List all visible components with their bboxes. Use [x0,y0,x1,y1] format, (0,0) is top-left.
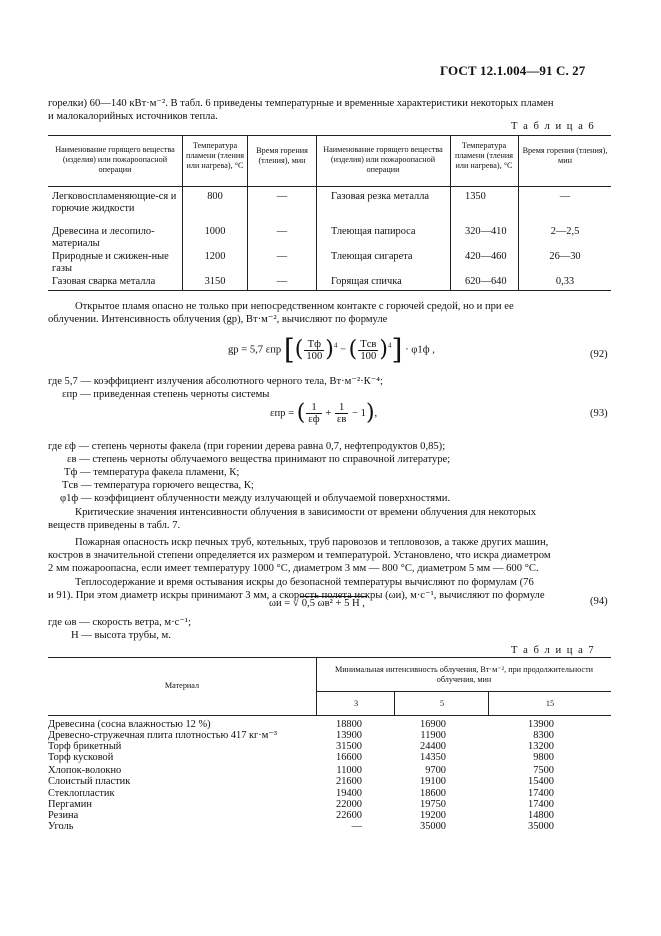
eq93-frac-v: $\frac{1}{\varepsilon в}$ [336,402,347,425]
table7-cell-material: Торф кусковой [48,752,114,763]
where-2-line-1: где εф — степень черноты факела (при горении дерева равна 0,7, нефтепродуктов 0,85); [48,441,446,452]
table6-cell-name1: Газовая сварка металла [52,276,156,287]
table6-cell-name2: Тлеющая папироса [331,226,416,237]
para-sparks-line-2: костров в значительной степени определяется их размером и температурой. Установлено, что искра диаметром [48,550,551,561]
table7-cell-material: Древесина (сосна влажностью 12 %) [48,719,211,730]
eq92-left-paren: ( [348,337,358,362]
table6-cell-temp1: 3150 [204,276,226,287]
eq92-left-paren: ( [294,337,304,362]
table7-cell-v5: 19100 [420,776,446,787]
eq92-minus: − [340,344,346,356]
eq92-power: 4 [333,341,338,350]
table7-cell-v5: 9700 [425,765,446,776]
table7-cell-v5: 19200 [420,810,446,821]
table7-caption: Т а б л и ц а 7 [511,645,596,656]
eq93-right-paren: ) [365,400,375,426]
eq94-radicand: 0,5 ωв² + 5 H , [301,598,365,609]
table6-cell-name1: Древесина и лесопило-материалы [52,226,155,249]
where-2-line-3: Tф — температура факела пламени, К; [64,467,240,478]
eq92-left-bracket: [ [283,333,295,366]
table7-cell-v5: 24400 [420,741,446,752]
table7-cell-v5: 18600 [420,788,446,799]
eq93-lhs: εпр = [270,407,295,419]
table6-cell-temp1: 1000 [204,226,226,237]
intro-line-1: горелки) 60—140 кВт·м⁻². В табл. 6 приведены температурные и временные характеристики некоторых пламен [48,98,554,109]
table6-header-temp: Температура пламени (тления или нагрева), °С [185,141,245,171]
table6-header-time: Время горения (тления), мин [256,146,308,166]
table6-cell-temp1: 1200 [204,251,226,262]
para-heat-line-2: и 91). При этом диаметр искры принимают 3 мм, а скорость полета искры (ωи), м·с⁻¹, вычисляют по формуле [48,590,545,601]
eq92-frac-tsv: $\frac{\text{Tсв}}{100}$ [360,338,377,362]
table6-header-name: Наименование горящего вещества (изделия) или пожароопасной операции [323,145,443,175]
equation-93 [270,402,377,425]
table7-cell-material: Хлопок-волокно [48,765,122,776]
table7-cell-material: Пергамин [48,799,92,810]
table7-header-rule [48,715,611,716]
table6-col-rule [182,135,183,290]
table7-cell-material: Слоистый пластик [48,776,131,787]
table6-cell-time1: — [276,276,288,287]
where-1-line-1: где 5,7 — коэффициент излучения абсолютного черного тела, Вт·м⁻²·К⁻⁴; [48,376,383,387]
table6-header-time: Время горения (тления), мин [522,146,608,166]
eq93-plus: + [325,407,332,419]
table6-bottom-rule [48,290,611,291]
table7-cell-v3: 16600 [336,752,362,763]
eq94-lhs: ωи = [269,598,291,609]
table6-cell-name2: Горящая спичка [331,276,402,287]
table7-cell-v5: 35000 [420,821,446,832]
table6-caption: Т а б л и ц а 6 [511,121,596,132]
table6-header-name: Наименование горящего вещества (изделия) или пожароопасной операции [55,145,175,175]
table7-header-group: Минимальная интенсивность облучения, Вт·м⁻², при продолжительности облучения, мин [334,665,594,685]
eq92-right-paren: ) [325,337,334,362]
where-3-line-2: H — высота трубы, м. [71,630,171,641]
para-sparks-line-3: 2 мм пожароопасна, если имеет температуру 1000 °С, диаметром 3 мм — 800 °С, диаметром 5 мм — 600 °С. [48,563,539,574]
table7-top-rule [48,657,611,658]
eq92-power: 4 [388,341,392,350]
page-header: ГОСТ 12.1.004—91 С. 27 [440,63,586,78]
table7-cell-v3: 11000 [336,765,362,776]
eq94-radical: √ [292,598,299,609]
table7-cell-v5: 14350 [420,752,446,763]
table7-cell-v3: 22600 [336,810,362,821]
table7-cell-material: Уголь [48,821,74,832]
table7-cell-v15: 13900 [528,719,554,730]
eq92-frac-tf: $\frac{Tф}{100}$ [306,338,323,362]
table6-cell-name1: Легковоспламеняющие-ся и горючие жидкости [52,191,177,214]
table7-cell-v15: 7500 [533,765,554,776]
table7-cell-v15: 9800 [533,752,554,763]
table7-cell-v15: 35000 [528,821,554,832]
para-critical-line-2: веществ приведены в табл. 7. [48,520,181,531]
para-sparks-line-1: Пожарная опасность искр печных труб, котельных, труб паровозов и тепловозов, а также других машин, [75,537,549,548]
table6-cell-name1: Природные и сжижен-ные газы [52,251,169,274]
eq93-number: (93) [590,408,608,419]
where-2-line-2: εв — степень черноты облучаемого вещества принимают по справочной литературе; [67,454,451,465]
table6-cell-temp2: 620—640 [465,276,507,287]
eq93-tail: − 1 [352,407,366,419]
eq93-comma: , [374,407,378,419]
table6-cell-name2: Газовая резка металла [331,191,430,202]
table7-cell-material: Резина [48,810,79,821]
where-1-line-2: εпр — приведенная степень черноты системы [62,389,270,400]
para-flame-line-1: Открытое пламя опасно не только при непосредственном контакте с горючей средой, но и при ее [75,301,514,312]
where-2-line-5: φ1ф — коэффициент облученности между излучающей и облучаемой поверхностями. [60,493,451,504]
table7-col-rule [316,657,317,715]
table6-col-rule [450,135,451,290]
table7-cell-v15: 17400 [528,799,554,810]
table7-cell-v3: — [351,821,362,832]
table6-cell-temp2: 1350 [465,191,486,202]
table6-header-temp: Температура пламени (тления или нагрева), °С [454,141,514,171]
where-2-line-4: Tсв — температура горючего вещества, К; [62,480,254,491]
intro-line-2: и малокалорийных источников тепла. [48,111,218,122]
table7-cell-v15: 15400 [528,776,554,787]
table7-col-rule [488,691,489,715]
table7-cell-v3: 13900 [336,730,362,741]
table6-cell-time1: — [276,191,288,202]
eq93-frac-f: $\frac{1}{\varepsilon ф}$ [308,402,320,425]
para-critical-line-1: Критические значения интенсивности облучения в зависимости от времени облучения для некоторых [75,507,537,518]
table7-cell-v15: 14800 [528,810,554,821]
table6-cell-time2: 0,33 [555,276,575,287]
table6-cell-time2: 26—30 [549,251,581,262]
table7-cell-v3: 21600 [336,776,362,787]
table6-col-rule [518,135,519,290]
eq94-number: (94) [590,596,608,607]
table7-header-duration: 15 [545,699,555,708]
table7-cell-v3: 19400 [336,788,362,799]
eq92-number: (92) [590,349,608,360]
table7-cell-material: Торф брикетный [48,741,122,752]
table7-cell-v5: 19750 [420,799,446,810]
table6-col-rule [247,135,248,290]
table7-cell-material: Древесно-стружечная плита плотностью 417 кг·м⁻³ [48,730,277,741]
table6-cell-temp2: 320—410 [465,226,507,237]
table7-cell-material: Стеклопластик [48,788,115,799]
table7-header-duration: 3 [353,699,359,708]
table6-col-rule [316,135,317,290]
para-flame-line-2: облучении. Интенсивность облучения (gp), Вт·м⁻², вычисляют по формуле [48,314,388,325]
table7-header-material: Материал [164,681,200,690]
table7-cell-v5: 16900 [420,719,446,730]
equation-92 [228,333,435,366]
table7-cell-v3: 22000 [336,799,362,810]
eq92-tail: · φ1ф , [405,344,435,356]
table6-cell-name2: Тлеющая сигарета [331,251,413,262]
table6-cell-time2: 2—2,5 [550,226,580,237]
table7-header-duration: 5 [439,699,445,708]
table6-header-rule [48,186,611,187]
equation-94 [269,596,367,610]
para-heat-line-1: Теплосодержание и время остывания искры до безопасной температуры вычисляют по формулам (76 [75,577,534,588]
where-3-line-1: где ωв — скорость ветра, м·с⁻¹; [48,617,192,628]
table6-cell-time1: — [276,226,288,237]
table7-cell-v5: 11900 [420,730,446,741]
eq92-lhs: gр = 5,7 εпр [228,344,282,356]
table6-top-rule [48,135,611,136]
table7-cell-v3: 18800 [336,719,362,730]
table7-cell-v15: 17400 [528,788,554,799]
table7-group-rule [316,691,611,692]
table6-cell-time1: — [276,251,288,262]
table6-cell-time2: — [559,191,571,202]
table7-col-rule [394,691,395,715]
eq92-right-paren: ) [379,337,389,362]
table6-cell-temp1: 800 [207,191,223,202]
eq92-right-bracket: ] [391,333,403,366]
table7-cell-v15: 8300 [533,730,554,741]
table6-cell-temp2: 420—460 [465,251,507,262]
eq93-left-paren: ( [296,400,306,426]
table7-cell-v3: 31500 [336,741,362,752]
table7-cell-v15: 13200 [528,741,554,752]
